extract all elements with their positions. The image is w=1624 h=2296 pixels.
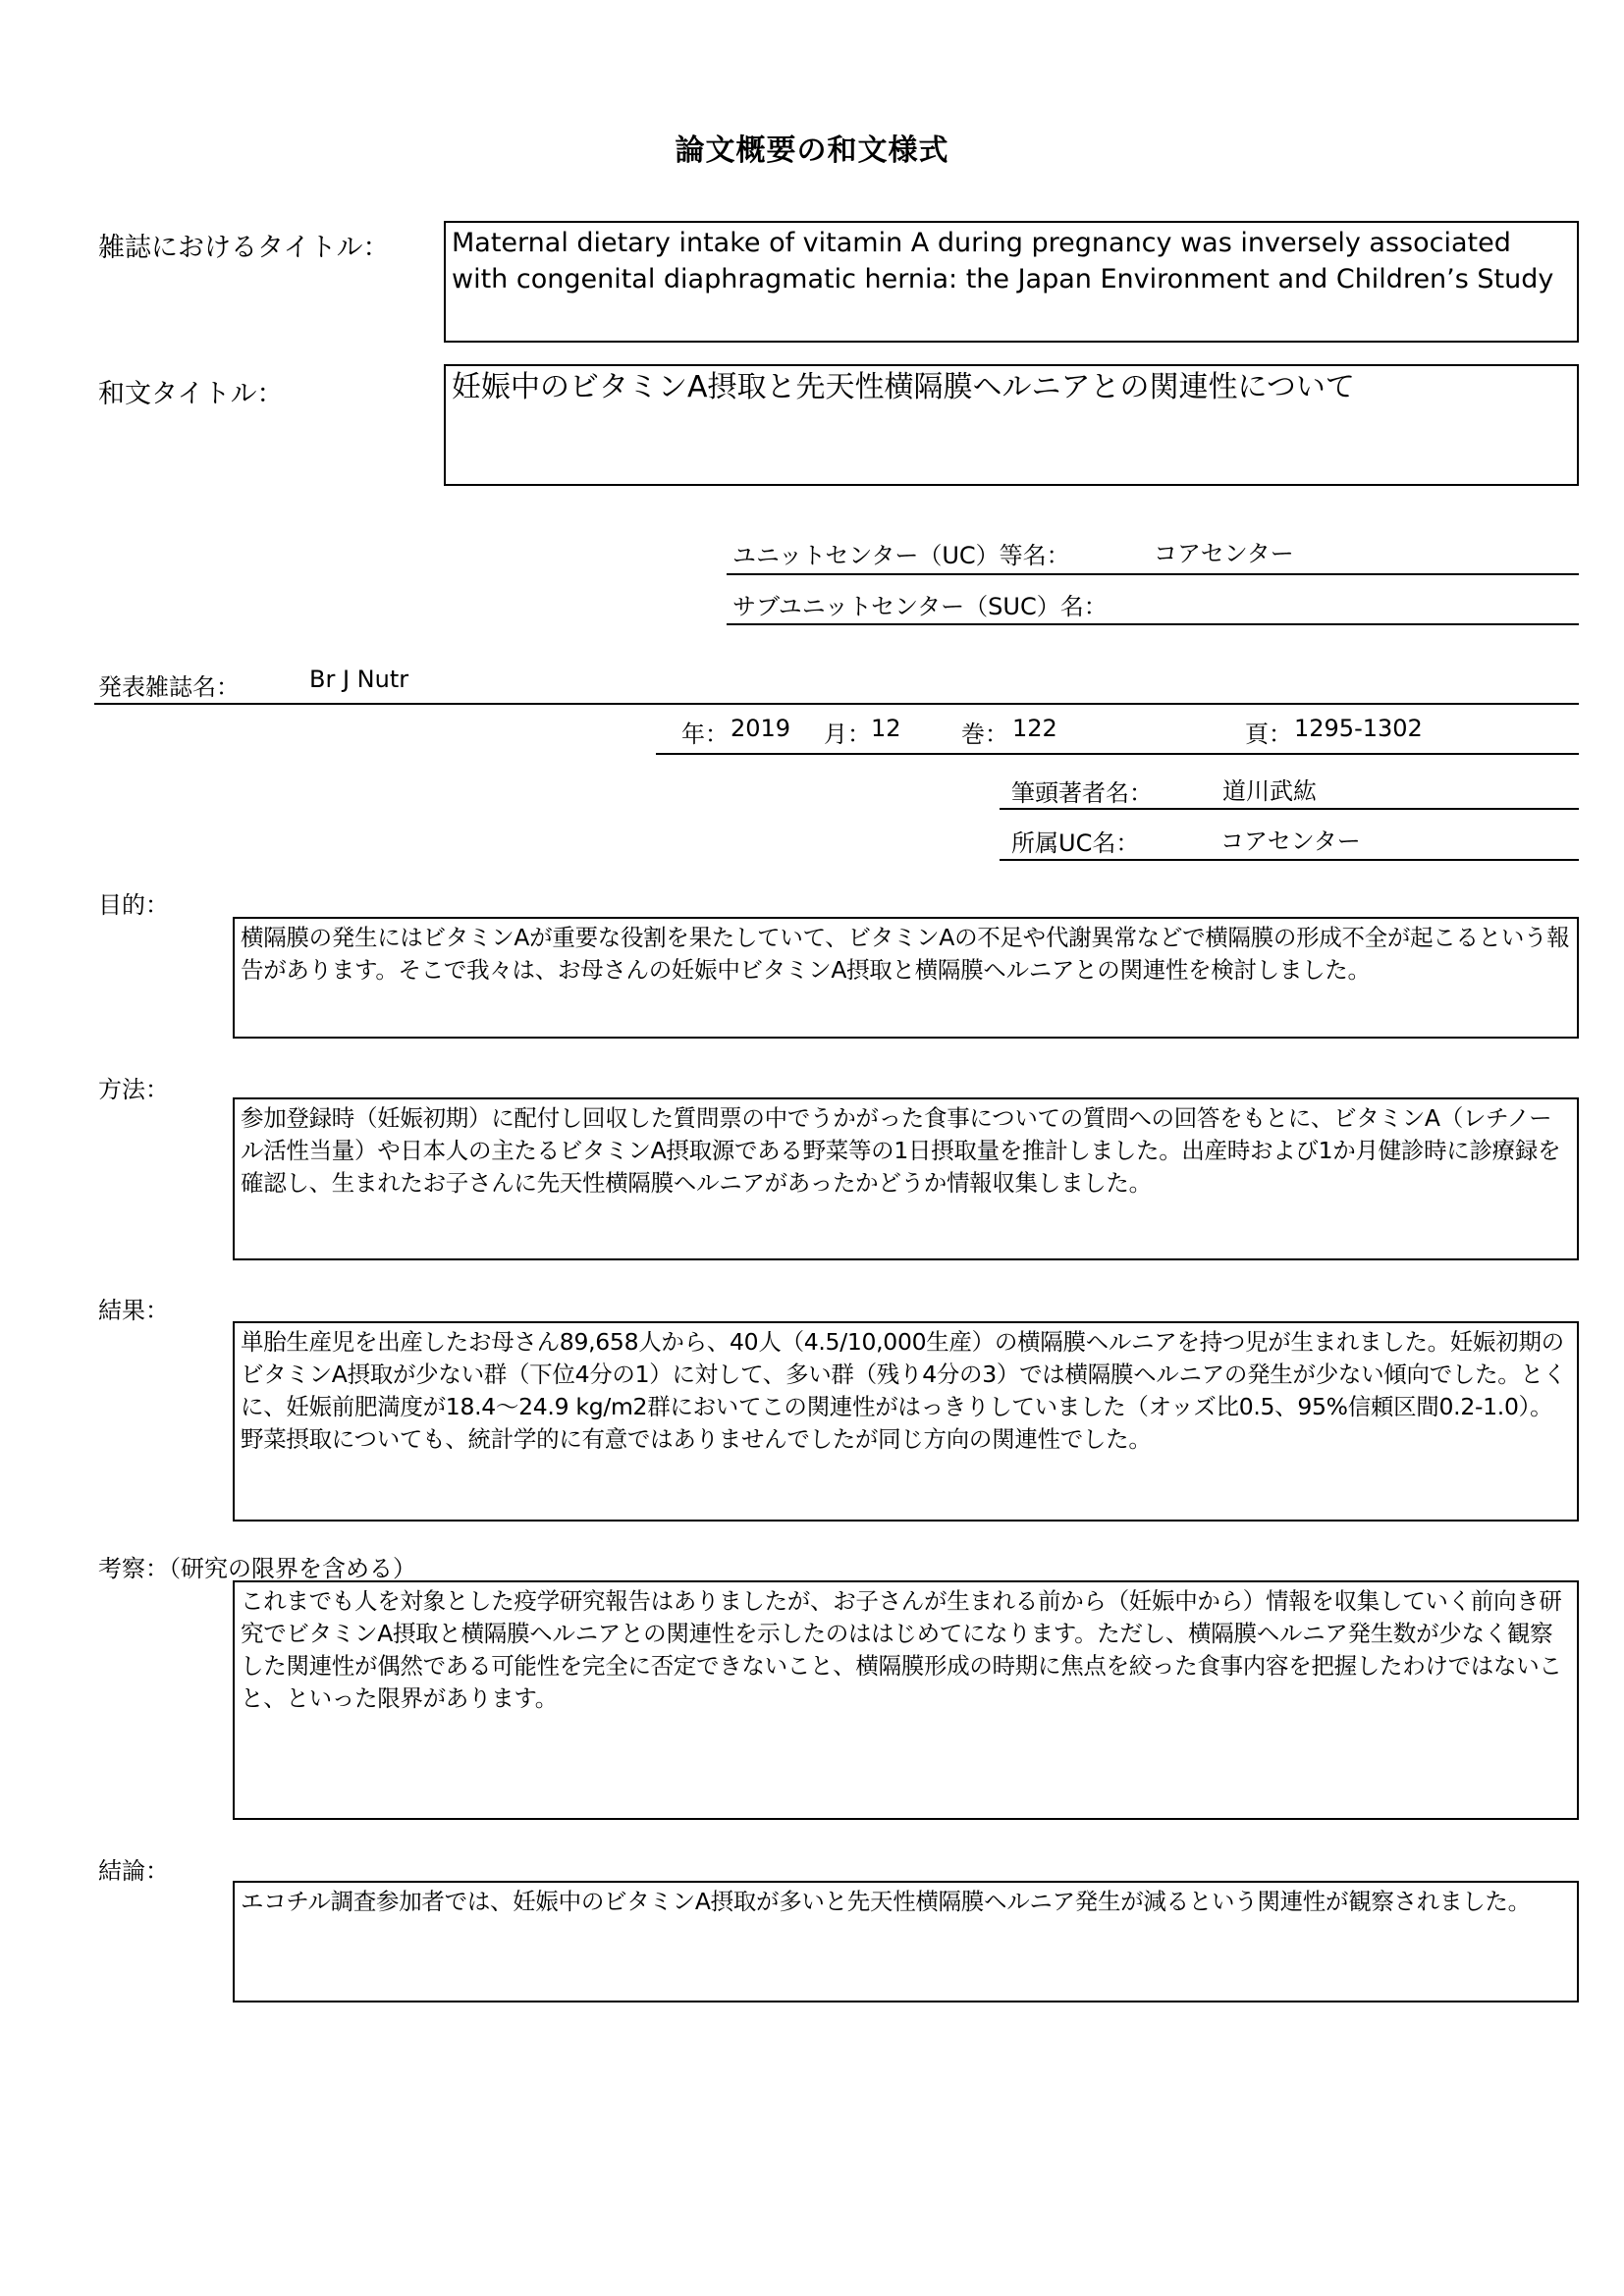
japanese-title-field — [444, 364, 1579, 486]
purpose-label: 目的： — [98, 891, 169, 919]
conclusion-box — [233, 1881, 1579, 2002]
volume-value: 122 — [1012, 715, 1057, 742]
method-text: 参加登録時（妊娠初期）に配付し回収した質問票の中でうかがった食事についての質問への回答をもとに、ビタミンA（レチノール活性当量）や日本人の主たるビタミンA摂取源である野菜等の1日摂取量を推計しました。出産時および1か月健診時に診療録を確認し、生まれたお子さんに先天性横隔膜ヘルニアがあったかどうか情報収集しました。 — [241, 1104, 1561, 1197]
journal-name-value: Br J Nutr — [309, 666, 409, 693]
conclusion-label: 結論： — [98, 1857, 169, 1885]
discussion-box — [233, 1580, 1579, 1820]
suc-underline — [727, 623, 1579, 625]
journal-name-underline — [94, 703, 1579, 705]
first-author-underline — [1000, 808, 1579, 810]
month-value: 12 — [871, 715, 901, 742]
uc-label: ユニットセンター（UC）等名： — [732, 542, 1070, 569]
method-label: 方法： — [98, 1076, 169, 1103]
journal-title-field — [444, 221, 1579, 343]
volume-label: 巻： — [961, 721, 1008, 748]
page-title: 論文概要の和文様式 — [675, 133, 949, 168]
year-value: 2019 — [731, 715, 791, 742]
affiliation-underline — [1000, 859, 1579, 861]
journal-name-label: 発表雑誌名： — [98, 673, 240, 701]
pages-label: 頁： — [1245, 721, 1292, 748]
year-label: 年： — [681, 721, 729, 748]
japanese-title-value: 妊娠中のビタミンA摂取と先天性横隔膜ヘルニアとの関連性について — [452, 370, 1355, 404]
affiliation-value: コアセンター — [1220, 828, 1361, 855]
pages-value: 1295-1302 — [1294, 715, 1423, 742]
journal-title-label: 雑誌におけるタイトル： — [98, 233, 390, 263]
publication-underline — [656, 753, 1579, 755]
purpose-box — [233, 917, 1579, 1039]
first-author-value: 道川武紘 — [1222, 777, 1317, 805]
month-label: 月： — [824, 721, 871, 748]
uc-value: コアセンター — [1154, 540, 1294, 567]
method-box — [233, 1097, 1579, 1260]
journal-title-value: Maternal dietary intake of vitamin A during pregnancy was inversely associated with congenital diaphragmatic hernia: the Japan Environment and Children’s Study — [452, 228, 1554, 294]
suc-label: サブユニットセンター（SUC）名： — [732, 593, 1108, 620]
results-text: 単胎生産児を出産したお母さん89,658人から、40人（4.5/10,000生産）の横隔膜ヘルニアを持つ児が生まれました。妊娠初期のビタミンA摂取が少ない群（下位4分の1）に対して、多い群（残り4分の3）では横隔膜ヘルニアの発生が少ない傾向でした。とくに、妊娠前肥満度が18.4～24.9 kg/m2群においてこの関連性がはっきりしていました（オッズ比0.5、95%信頼区間0.2-1.0）。野菜摂取についても、統計学的に有意ではありませんでしたが同じ方向の関連性でした。 — [241, 1328, 1566, 1453]
japanese-title-label: 和文タイトル： — [98, 379, 284, 409]
discussion-label: 考察：（研究の限界を含める） — [98, 1555, 416, 1582]
discussion-text: これまでも人を対象とした疫学研究報告はありましたが、お子さんが生まれる前から（妊娠中から）情報を収集していく前向き研究でビタミンA摂取と横隔膜ヘルニアとの関連性を示したのははじめてになります。ただし、横隔膜ヘルニア発生数が少なく観察した関連性が偶然である可能性を完全に否定できないこと、横隔膜形成の時期に焦点を絞った食事内容を把握したわけではないこと、といった限界があります。 — [241, 1587, 1562, 1712]
uc-underline — [727, 573, 1579, 575]
affiliation-label: 所属UC名： — [1011, 829, 1140, 857]
purpose-text: 横隔膜の発生にはビタミンAが重要な役割を果たしていて、ビタミンAの不足や代謝異常などで横隔膜の形成不全が起こるという報告があります。そこで我々は、お母さんの妊娠中ビタミンA摂取と横隔膜ヘルニアとの関連性を検討しました。 — [241, 924, 1570, 984]
first-author-label: 筆頭著者名： — [1011, 779, 1153, 807]
results-label: 結果： — [98, 1297, 169, 1324]
conclusion-text: エコチル調査参加者では、妊娠中のビタミンA摂取が多いと先天性横隔膜ヘルニア発生が減るという関連性が観察されました。 — [241, 1888, 1531, 1915]
results-box — [233, 1321, 1579, 1522]
